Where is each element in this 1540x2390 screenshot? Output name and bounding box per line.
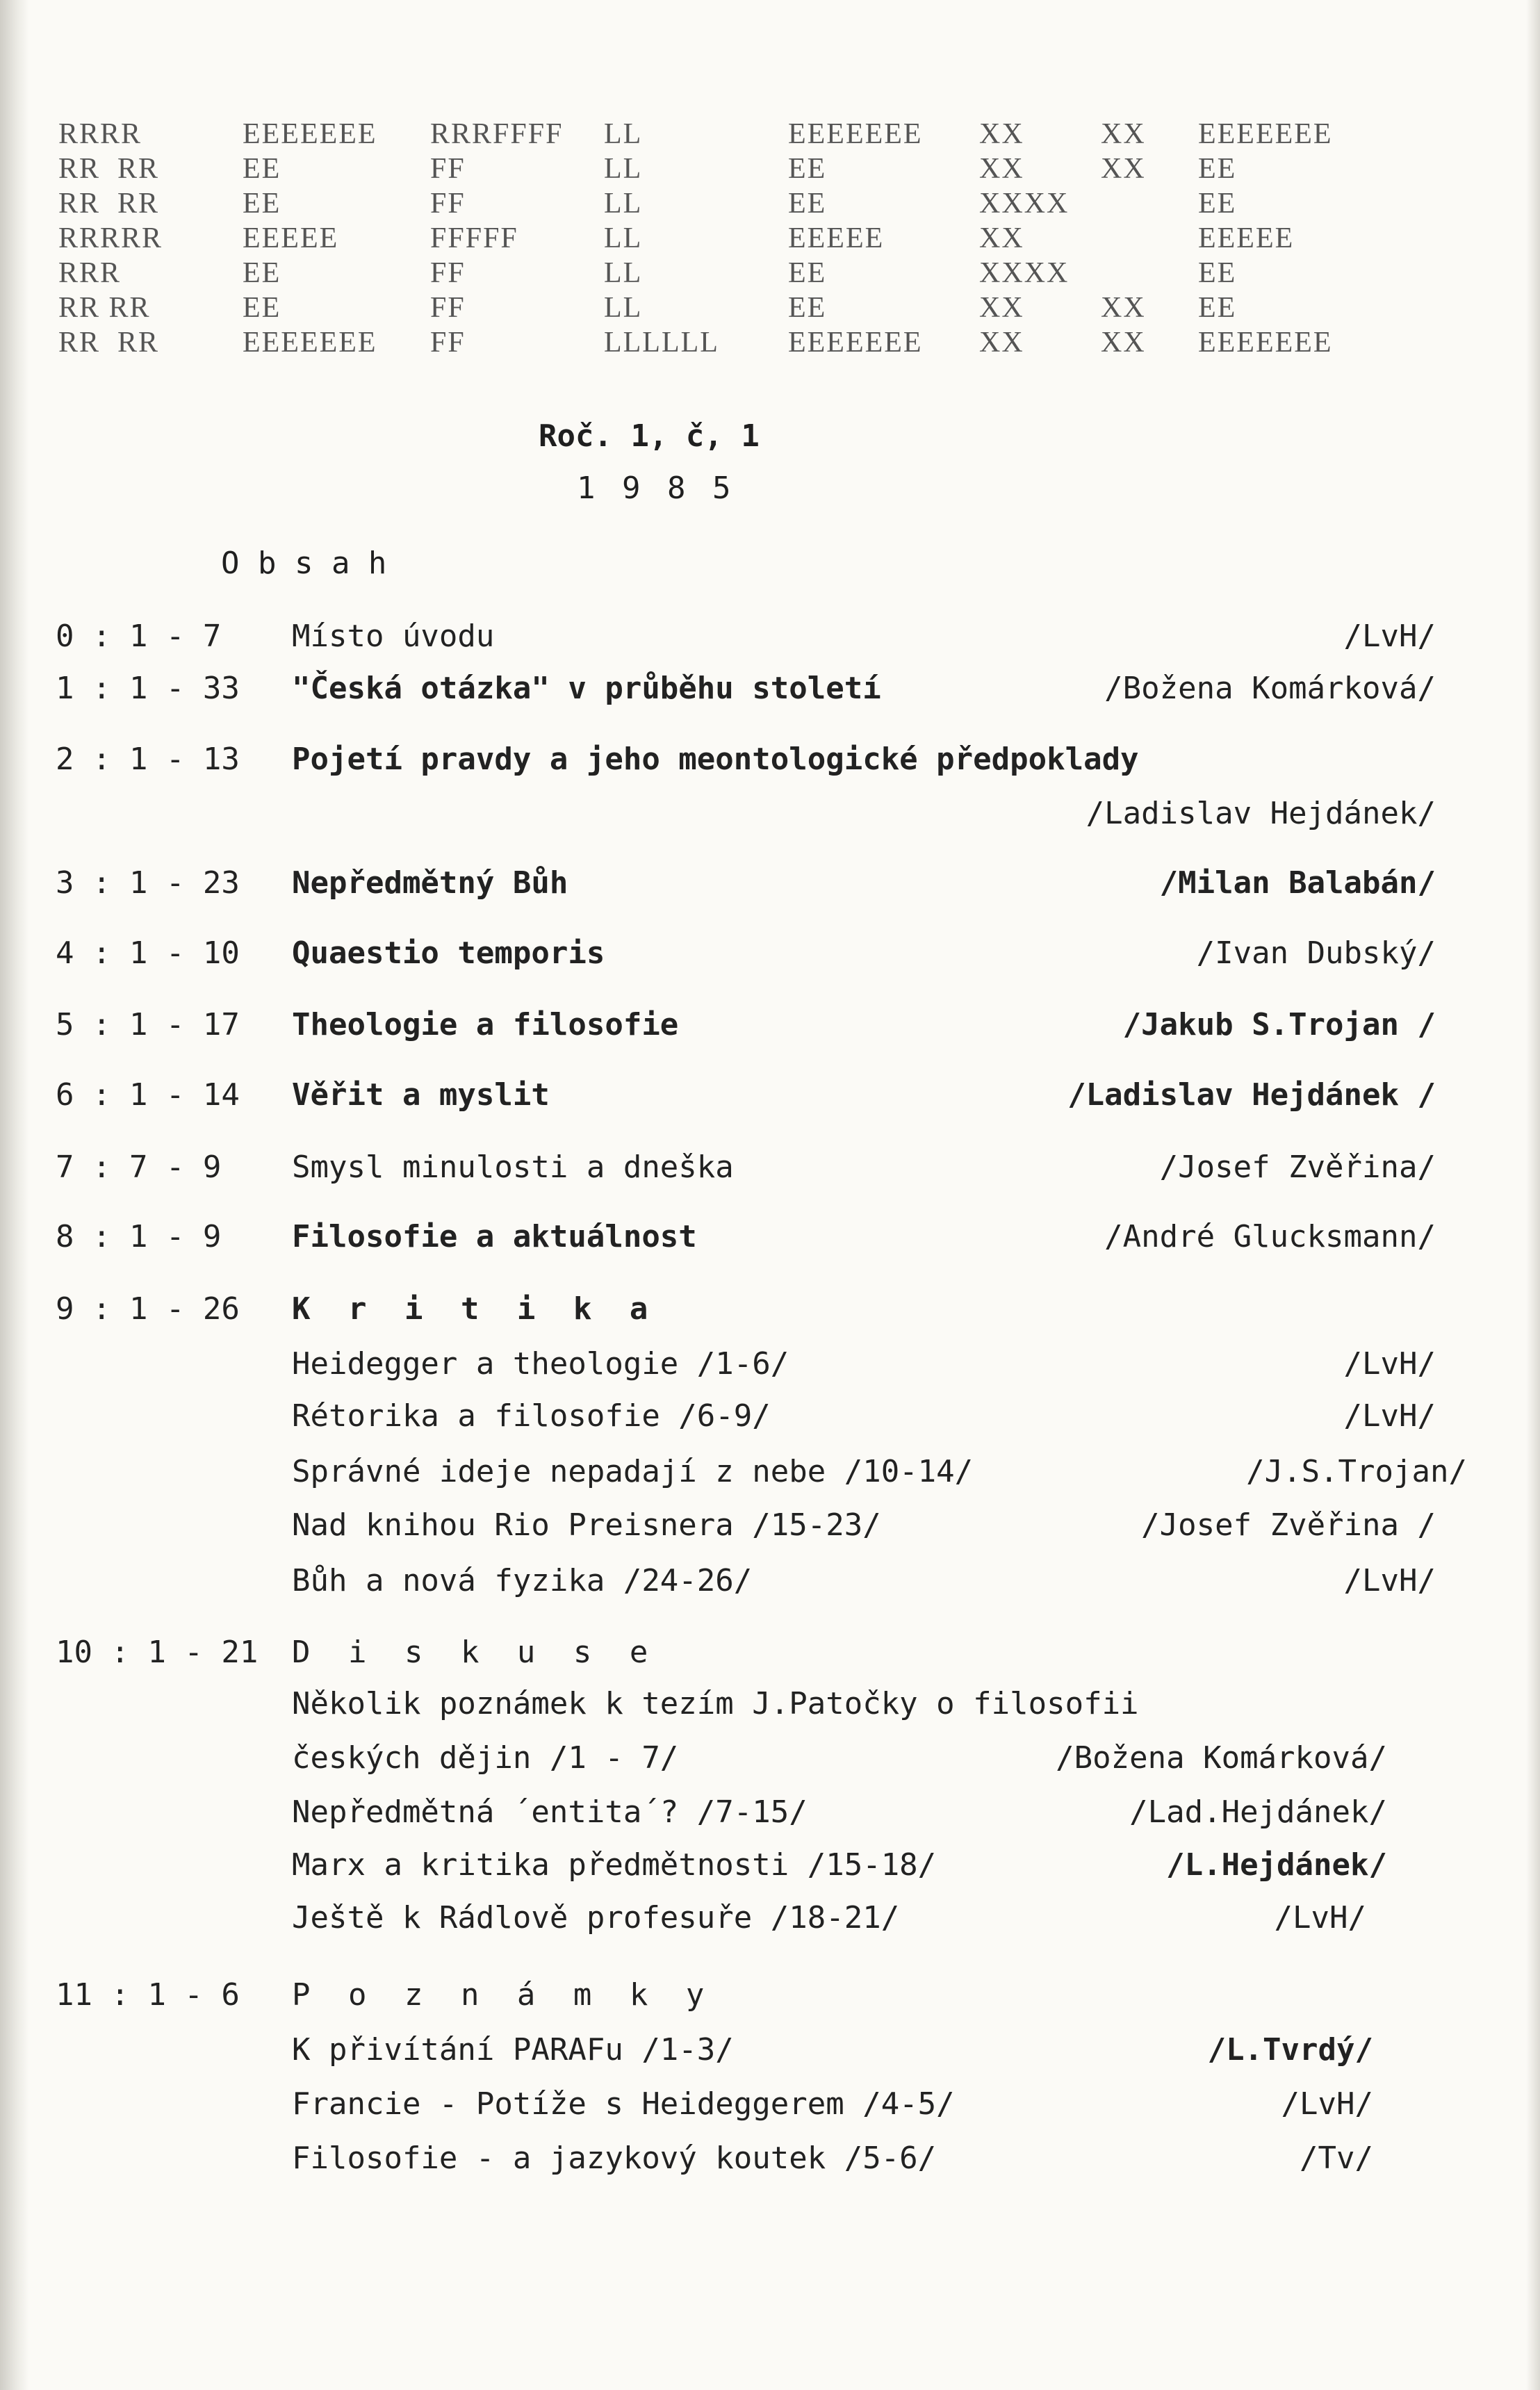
masthead-letters: EEEEEEE — [788, 327, 923, 359]
masthead-letters: FF — [430, 292, 466, 324]
entry-pages: 9 : 1 - 26 — [56, 1291, 240, 1327]
entry-pages: 4 : 1 - 10 — [56, 935, 240, 971]
entry-title: Rétorika a filosofie /6-9/ — [292, 1398, 771, 1434]
masthead-letters: LL — [604, 292, 643, 324]
page-left-edge — [0, 0, 29, 2390]
masthead-letters: EEEEEEE — [243, 327, 377, 359]
masthead-letters: LL — [604, 188, 643, 220]
masthead-letters: FFFFF — [430, 222, 518, 254]
masthead-letters: EEEEEEE — [788, 118, 923, 150]
entry-title: Místo úvodu — [292, 619, 495, 654]
entry-pages: 8 : 1 - 9 — [56, 1219, 222, 1254]
entry-title: K přivítání PARAFu /1-3/ — [292, 2032, 734, 2068]
issue-year: 1 9 8 5 — [577, 470, 735, 506]
masthead-letters: EE — [243, 188, 281, 220]
entry-author: /LvH/ — [1343, 619, 1436, 654]
masthead-letters: EEEEEEE — [1198, 118, 1333, 150]
masthead-letters: EE — [243, 153, 281, 185]
entry-author: /L.Tvrdý/ — [1207, 2032, 1373, 2068]
entry-title: K r i t i k a — [292, 1291, 658, 1327]
entry-pages: 6 : 1 - 14 — [56, 1077, 240, 1113]
entry-title: "Česká otázka" v průběhu století — [292, 671, 881, 706]
masthead-letters: FF — [430, 153, 466, 185]
masthead-letters: EE — [1198, 257, 1237, 289]
masthead-letters: EEEEE — [788, 222, 885, 254]
masthead-letters: EE — [788, 153, 827, 185]
masthead-letters: RRR — [58, 257, 122, 289]
masthead-letters: EE — [788, 188, 827, 220]
entry-pages: 0 : 1 - 7 — [56, 619, 222, 654]
masthead-letters: EE — [1198, 292, 1237, 324]
entry-title: Věřit a myslit — [292, 1077, 550, 1113]
entry-pages: 11 : 1 - 6 — [56, 1977, 240, 2013]
masthead-letters: XX — [1101, 118, 1146, 150]
entry-title: Pojetí pravdy a jeho meontologické předpoklady — [292, 742, 1139, 777]
entry-author: /LvH/ — [1343, 1563, 1436, 1598]
masthead-letters: EE — [1198, 188, 1237, 220]
entry-title: Nepředmětná ´entita´? /7-15/ — [292, 1794, 808, 1830]
masthead-letters: EE — [243, 257, 281, 289]
entry-author: /Tv/ — [1300, 2141, 1373, 2176]
entry-author: /Milan Balabán/ — [1159, 865, 1436, 901]
entry-author: /Lad.Hejdánek/ — [1129, 1794, 1387, 1830]
entry-author: /Jakub S.Trojan / — [1122, 1007, 1436, 1042]
masthead-letters: XX — [979, 222, 1024, 254]
entry-author: /J.S.Trojan/ — [1246, 1454, 1467, 1489]
masthead-letters: XX — [979, 327, 1024, 359]
entry-title: Marx a kritika předmětnosti /15-18/ — [292, 1847, 937, 1883]
entry-title: Několik poznámek k tezím J.Patočky o filosofii — [292, 1686, 1139, 1721]
masthead-line — [58, 152, 1518, 186]
entry-author: /Božena Komárková/ — [1104, 671, 1436, 706]
entry-author: /Josef Zvěřina / — [1141, 1507, 1436, 1543]
entry-title: Heidegger a theologie /1-6/ — [292, 1346, 789, 1382]
masthead-letters: LL — [604, 222, 643, 254]
entry-title: Nad knihou Rio Preisnera /15-23/ — [292, 1507, 881, 1543]
entry-pages: 7 : 7 - 9 — [56, 1149, 222, 1185]
entry-title: Nepředmětný Bůh — [292, 865, 568, 901]
masthead-letters: LLLLLL — [604, 327, 719, 359]
entry-author: /Ivan Dubský/ — [1196, 935, 1436, 971]
masthead-letters: XX — [979, 153, 1024, 185]
masthead-letters: RR RR — [58, 292, 151, 324]
masthead-letters: LL — [604, 257, 643, 289]
masthead-letters: FF — [430, 327, 466, 359]
page-right-edge — [1526, 0, 1540, 2390]
masthead-letters: XX — [1101, 153, 1146, 185]
entry-pages: 3 : 1 - 23 — [56, 865, 240, 901]
entry-author: /LvH/ — [1343, 1398, 1436, 1434]
entry-title: Quaestio temporis — [292, 935, 605, 971]
masthead-letters: EEEEEEE — [1198, 327, 1333, 359]
entry-title: Bůh a nová fyzika /24-26/ — [292, 1563, 753, 1598]
entry-title: českých dějin /1 - 7/ — [292, 1740, 679, 1776]
entry-title: D i s k u s e — [292, 1635, 658, 1670]
masthead-letters: RR RR — [58, 327, 160, 359]
masthead-letters: XX — [1101, 327, 1146, 359]
entry-author: /Božena Komárková/ — [1056, 1740, 1387, 1776]
masthead-letters: FF — [430, 188, 466, 220]
entry-pages: 1 : 1 - 33 — [56, 671, 240, 706]
masthead-line — [58, 256, 1518, 290]
masthead-letters: XX — [1101, 292, 1146, 324]
entry-author: /L.Hejdánek/ — [1166, 1847, 1387, 1883]
entry-title: Filosofie a aktuálnost — [292, 1219, 697, 1254]
entry-title: Filosofie - a jazykový koutek /5-6/ — [292, 2141, 937, 2176]
masthead-line — [58, 117, 1518, 152]
masthead-letters: EE — [788, 257, 827, 289]
masthead-letters: EE — [243, 292, 281, 324]
entry-title: Ještě k Rádlově profesuře /18-21/ — [292, 1900, 900, 1935]
masthead-letters: LL — [604, 153, 643, 185]
masthead-letters: RRRRR — [58, 222, 163, 254]
entry-title: Správné ideje nepadají z nebe /10-14/ — [292, 1454, 974, 1489]
entry-title: Smysl minulosti a dneška — [292, 1149, 734, 1185]
entry-pages: 2 : 1 - 13 — [56, 742, 240, 777]
masthead-letters: EEEEEEE — [243, 118, 377, 150]
entry-author: /Josef Zvěřina/ — [1159, 1149, 1436, 1185]
masthead-letters: XX — [979, 118, 1024, 150]
entry-title: Theologie a filosofie — [292, 1007, 679, 1042]
masthead-letters: EE — [788, 292, 827, 324]
entry-title: Francie - Potíže s Heideggerem /4-5/ — [292, 2086, 955, 2122]
masthead-line — [58, 325, 1518, 360]
entry-title: P o z n á m k y — [292, 1977, 714, 2013]
issue-volume: Roč. 1, č, 1 — [539, 418, 760, 454]
entry-author: /André Glucksmann/ — [1104, 1219, 1436, 1254]
masthead-letters: RRRFFFF — [430, 118, 564, 150]
entry-author: /LvH/ — [1281, 2086, 1373, 2122]
masthead-letters: RRRR — [58, 118, 142, 150]
masthead-line — [58, 221, 1518, 256]
entry-author: /Ladislav Hejdánek / — [1067, 1077, 1436, 1113]
entry-pages: 5 : 1 - 17 — [56, 1007, 240, 1042]
masthead-letters: EEEEE — [1198, 222, 1295, 254]
masthead-letters: LL — [604, 118, 643, 150]
masthead-line — [58, 290, 1518, 325]
masthead-letters: EE — [1198, 153, 1237, 185]
entry-author: /LvH/ — [1343, 1346, 1436, 1382]
entry-author: /LvH/ — [1274, 1900, 1366, 1935]
masthead-letters: XXXX — [979, 188, 1070, 220]
masthead-letters: FF — [430, 257, 466, 289]
entry-author: /Ladislav Hejdánek/ — [1086, 796, 1436, 831]
contents-heading: O b s a h — [221, 546, 387, 581]
masthead-letters: EEEEE — [243, 222, 339, 254]
masthead-letters: XXXX — [979, 257, 1070, 289]
masthead-line — [58, 186, 1518, 221]
masthead-letters: RR RR — [58, 188, 160, 220]
masthead-letters: XX — [979, 292, 1024, 324]
entry-pages: 10 : 1 - 21 — [56, 1635, 259, 1670]
masthead-letters: RR RR — [58, 153, 160, 185]
